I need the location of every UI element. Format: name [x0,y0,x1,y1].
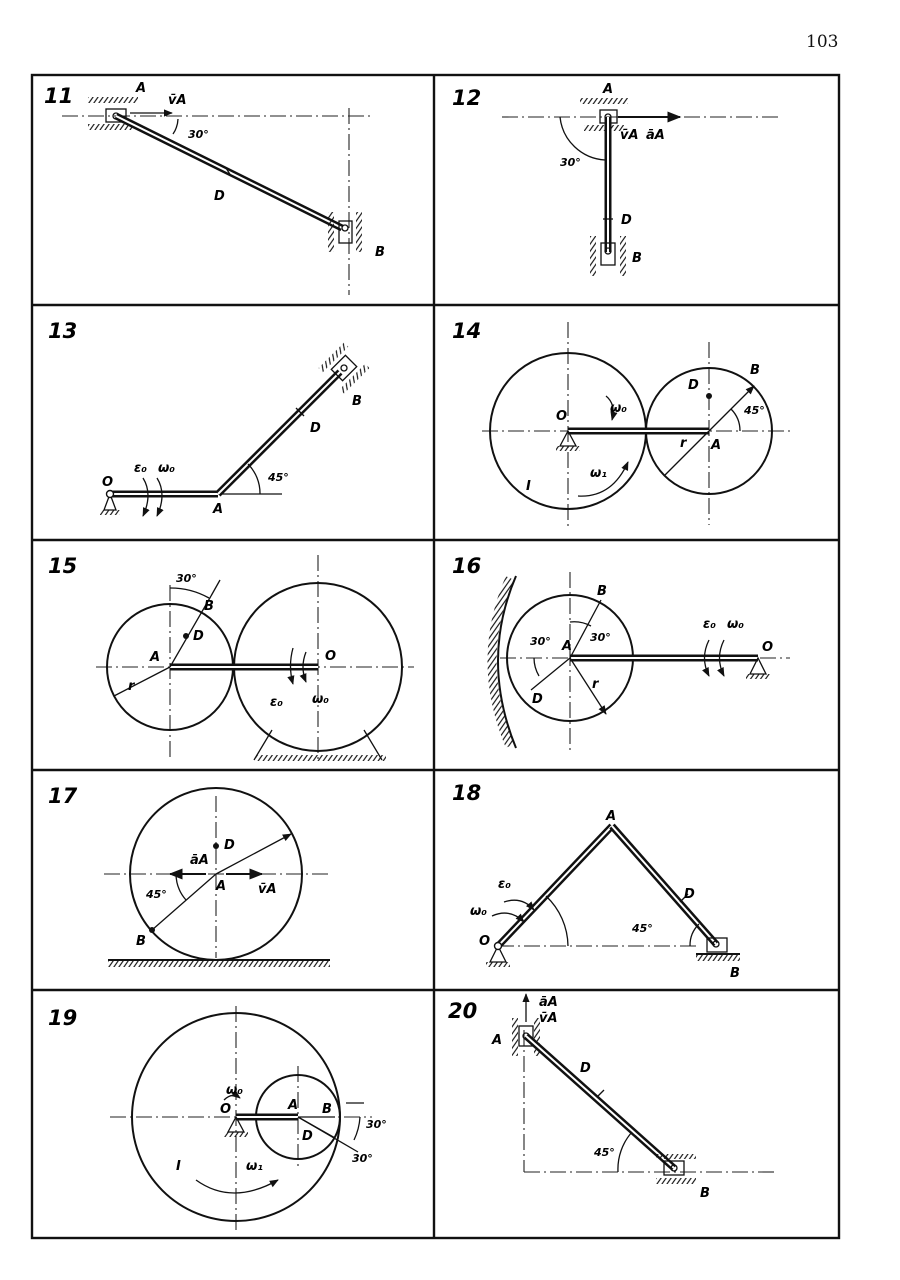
problem-19-label-angle1: 30° [366,1118,387,1131]
problem-15-label-b: B [204,599,214,614]
problem-14-label-angle: 45° [744,404,765,417]
problem-19 [48,1006,387,1230]
problem-16 [452,554,790,750]
problem-13-label-eps: ε₀ [134,461,147,476]
problem-11-label-angle: 30° [188,128,209,141]
problem-16-label-angle1: 30° [530,635,551,648]
problem-15-label-omega: ω₀ [312,692,329,707]
problem-15-label-a: A [150,650,161,665]
problem-14 [452,319,792,530]
problem-11-guide-top [88,97,138,103]
problem-13-label-a: A [213,502,224,517]
problem-16-radius-b [570,600,601,658]
problem-13-label-omega: ω₀ [158,461,175,476]
problem-18 [452,781,740,981]
problem-20-label-a: A [492,1033,503,1048]
problem-20-label-angle: 45° [594,1146,615,1159]
problem-11-label-va: v̄A [168,93,187,108]
problem-19-omega1-arrow [196,1180,278,1193]
problem-16-label-r: r [592,677,599,692]
problem-19-number: 19 [48,1006,78,1030]
problem-17-label-va: v̄A [258,882,277,897]
problem-14-label-omega1: ω₁ [590,466,607,481]
problem-14-radius-r [664,431,709,476]
problem-14-label-a: A [711,438,722,453]
problem-11-label-d: D [214,189,225,204]
problem-12-angle-arc [560,117,605,160]
problem-17-label-angle: 45° [146,888,167,901]
problem-20-label-d: D [580,1061,591,1076]
problem-16-number: 16 [452,554,482,578]
problem-18-label-a: A [606,809,617,824]
problem-19-label-omega0: ω₀ [226,1083,243,1098]
problem-20-angle-arc [618,1132,632,1172]
problem-12-number: 12 [452,86,482,110]
problem-15-radius-r [114,667,170,696]
problem-16-label-b: B [597,584,607,599]
problem-11-label-a: A [136,81,147,96]
problem-13-angle-arc [248,464,260,494]
problem-16-label-a: A [562,639,573,654]
problem-13-label-d: D [310,421,321,436]
problem-14-label-d: D [688,378,699,393]
problem-11-label-b: B [375,245,385,260]
problem-12-label-a: A [603,82,614,97]
problem-15-label-eps: ε₀ [270,695,283,710]
problem-20 [448,994,776,1201]
problem-12-label-va: v̄A [620,128,639,143]
problem-17-label-aa: āA [190,853,209,868]
problem-16-label-o: O [762,640,774,655]
problem-15-label-angle: 30° [176,572,197,585]
page-number: 103 [806,32,839,52]
problem-15-number: 15 [48,554,78,578]
problem-17-label-d: D [224,838,235,853]
problem-12-label-aa: āA [646,128,665,143]
problem-20-label-b: B [700,1186,710,1201]
problem-18-angle-arc-o [546,896,568,946]
problem-15-label-d: D [193,629,204,644]
problem-19-label-d: D [302,1129,313,1144]
problem-12-label-d: D [621,213,632,228]
problem-13 [48,319,369,517]
problem-14-label-one: I [526,479,531,494]
problem-14-label-o: O [556,409,568,424]
problem-19-label-angle2: 30° [352,1152,373,1165]
problem-19-label-b: B [322,1102,332,1117]
problem-17 [48,784,330,967]
problem-20-number: 20 [448,999,478,1023]
problem-15 [48,554,414,761]
problem-11 [44,81,385,295]
problem-17-radius-b [152,874,216,930]
problem-12-label-angle: 30° [560,156,581,169]
problem-18-label-o: O [479,934,491,949]
problem-14-label-b: B [750,363,760,378]
problem-13-number: 13 [48,319,78,343]
problem-16-label-eps: ε₀ [703,617,716,632]
problem-12 [452,82,780,276]
problem-17-label-a: A [216,879,227,894]
problem-12-guide-top [580,98,628,104]
problem-18-label-b: B [730,966,740,981]
problem-16-label-omega: ω₀ [727,617,744,632]
problem-14-label-omega0: ω₀ [610,401,627,416]
problem-19-label-o: O [220,1102,232,1117]
problem-19-label-a: A [288,1098,299,1113]
problem-16-radius-r [570,658,606,714]
problem-18-label-eps: ε₀ [498,877,511,892]
problem-14-number: 14 [452,319,482,343]
problem-19-label-one: I [176,1159,181,1174]
problem-18-number: 18 [452,781,482,805]
problem-17-number: 17 [48,784,78,808]
problem-12-label-b: B [632,251,642,266]
problem-13-label-o: O [102,475,114,490]
problem-18-label-d: D [684,887,695,902]
problem-16-label-angle2: 30° [590,631,611,644]
problem-19-label-omega1: ω₁ [246,1159,263,1174]
problem-15-label-r: r [128,679,135,694]
problem-18-label-omega: ω₀ [470,904,487,919]
problem-16-radius-d [531,658,570,690]
problem-20-label-va: v̄A [539,1011,558,1026]
problem-15-base [256,755,386,761]
problem-13-label-b: B [352,394,362,409]
problem-16-label-d: D [532,692,543,707]
problem-20-label-aa: āA [539,995,558,1010]
problem-18-label-angle: 45° [632,922,653,935]
problem-17-label-b: B [136,934,146,949]
problem-15-label-o: O [325,649,337,664]
problem-11-number: 11 [44,84,74,108]
problem-13-label-angle: 45° [268,471,289,484]
problem-14-label-r: r [680,436,687,451]
